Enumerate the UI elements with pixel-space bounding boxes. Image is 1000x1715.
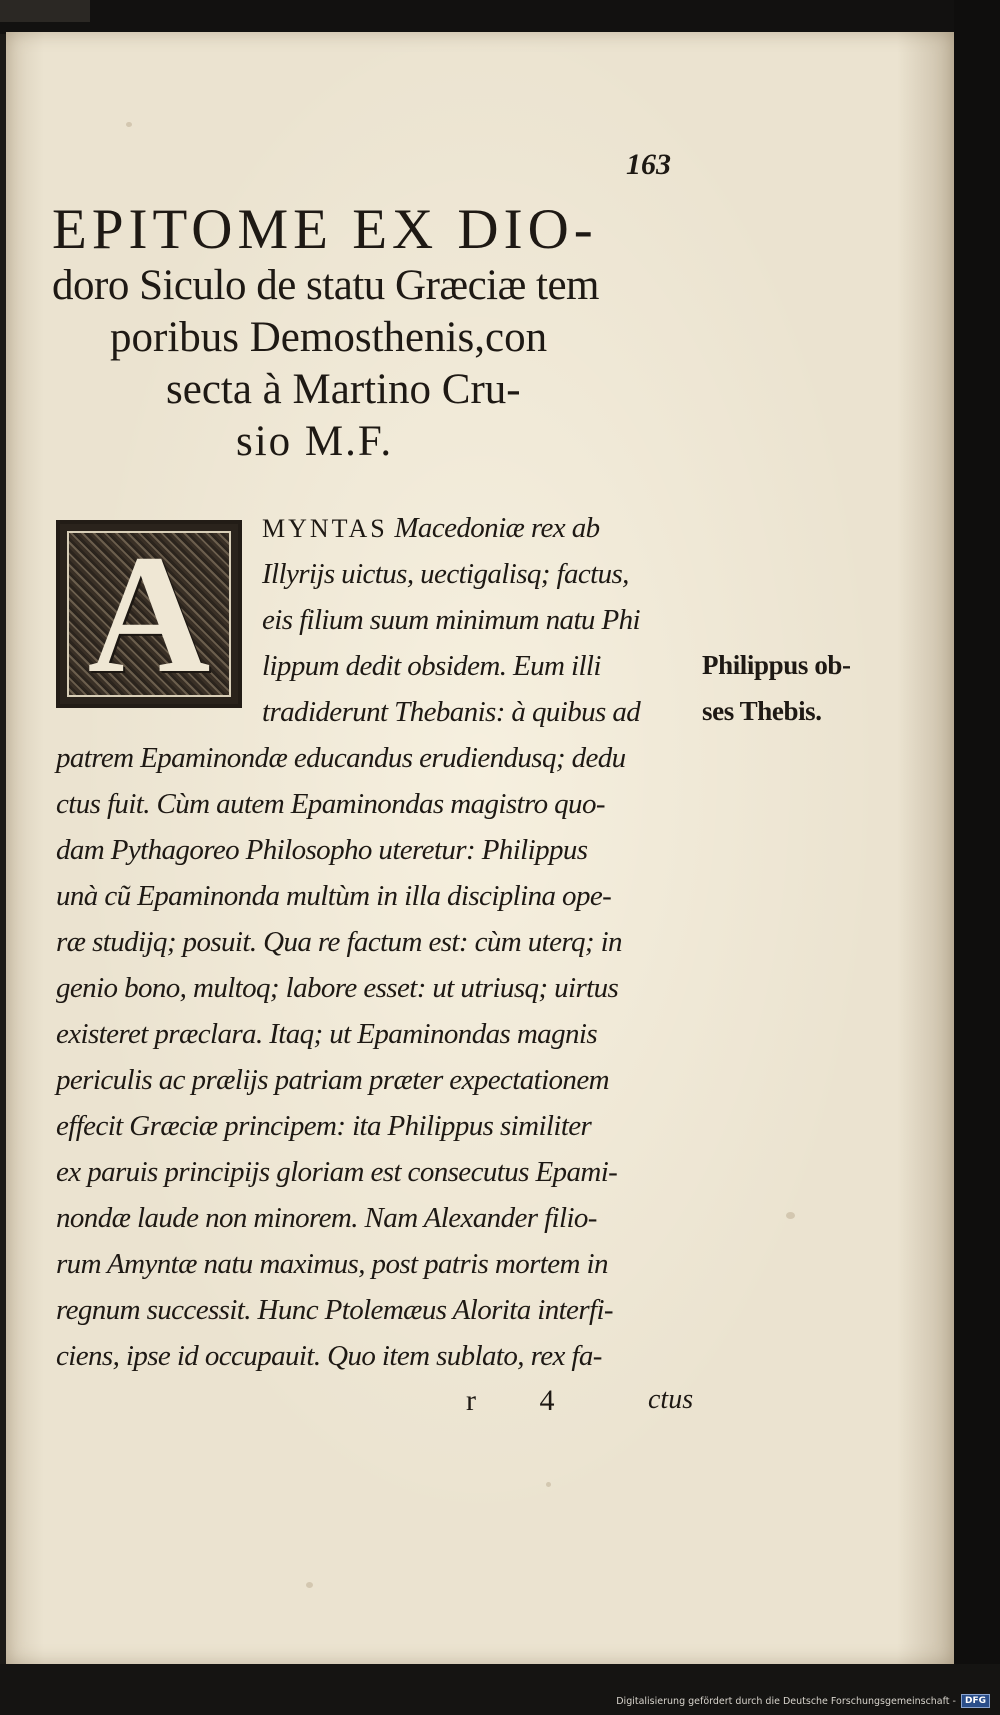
body-line: existeret præclara. Itaq; ut Epaminondas magnis — [56, 1018, 598, 1050]
foxing-speck — [786, 1212, 795, 1219]
body-line: ex paruis principijs gloriam est consecutus Epami- — [56, 1156, 618, 1188]
body-text: Macedoniæ rex ab — [387, 512, 600, 544]
body-line: regnum successit. Hunc Ptolemæus Alorita interfi- — [56, 1294, 613, 1326]
title-line: EPITOME EX DIO- — [52, 198, 598, 261]
body-line: patrem Epaminondæ educandus erudiendusq; dedu — [56, 742, 626, 774]
body-line: Illyrijs uictus, uectigalisq; factus, — [262, 558, 629, 590]
footer-credit-text: Digitalisierung gefördert durch die Deutsche Forschungsgemeinschaft - — [616, 1695, 956, 1707]
title-line: sio M.F. — [236, 418, 394, 465]
dfg-logo-icon: DFG — [961, 1694, 990, 1708]
signature-mark: r 4 — [466, 1384, 583, 1417]
body-line: nondæ laude non minorem. Nam Alexander filio- — [56, 1202, 597, 1234]
foxing-speck — [126, 122, 132, 127]
initial-ornament — [67, 531, 231, 697]
page-number: 163 — [626, 148, 671, 181]
body-line: lippum dedit obsidem. Eum illi — [262, 650, 601, 682]
title-line: doro Siculo de statu Græciæ tem — [52, 262, 600, 309]
body-line: ræ studijq; posuit. Qua re factum est: cùm uterq; in — [56, 926, 622, 958]
body-line — [262, 512, 600, 545]
body-line: eis filium suum minimum natu Phi — [262, 604, 640, 636]
footer-credit — [616, 1692, 990, 1710]
body-line: ctus fuit. Cùm autem Epaminondas magistro quo- — [56, 788, 605, 820]
body-line: rum Amyntæ natu maximus, post patris mortem in — [56, 1248, 608, 1280]
top-dark-strip — [0, 0, 1000, 34]
title-line: secta à Martino Cru- — [166, 366, 521, 413]
body-line: tradiderunt Thebanis: à quibus ad — [262, 696, 641, 728]
foxing-speck — [306, 1582, 313, 1588]
body-line: effecit Græciæ principem: ita Philippus similiter — [56, 1110, 592, 1142]
right-dark-margin — [954, 0, 1000, 1715]
body-caps: MYNTAS — [262, 514, 388, 543]
margin-note-line: Philippus ob- — [702, 650, 851, 680]
page-title — [46, 200, 686, 468]
catchword: ctus — [648, 1384, 694, 1415]
title-line: poribus Demosthenis,con — [110, 314, 548, 361]
body-line: genio bono, multoq; labore esset: ut utriusq; uirtus — [56, 972, 619, 1004]
initial-letter: A — [87, 531, 211, 697]
decorated-initial — [56, 520, 242, 708]
margin-note-line: ses Thebis. — [702, 696, 822, 726]
body-line: unà cũ Epaminonda multùm in illa disciplina ope- — [56, 880, 612, 912]
top-tab — [0, 0, 90, 22]
foxing-speck — [546, 1482, 551, 1487]
body-line: ciens, ipse id occupauit. Quo item sublato, rex fa- — [56, 1340, 602, 1372]
body-line: periculis ac prælijs patriam præter expectationem — [56, 1064, 609, 1096]
body-line: dam Pythagoreo Philosopho uteretur: Philippus — [56, 834, 588, 866]
